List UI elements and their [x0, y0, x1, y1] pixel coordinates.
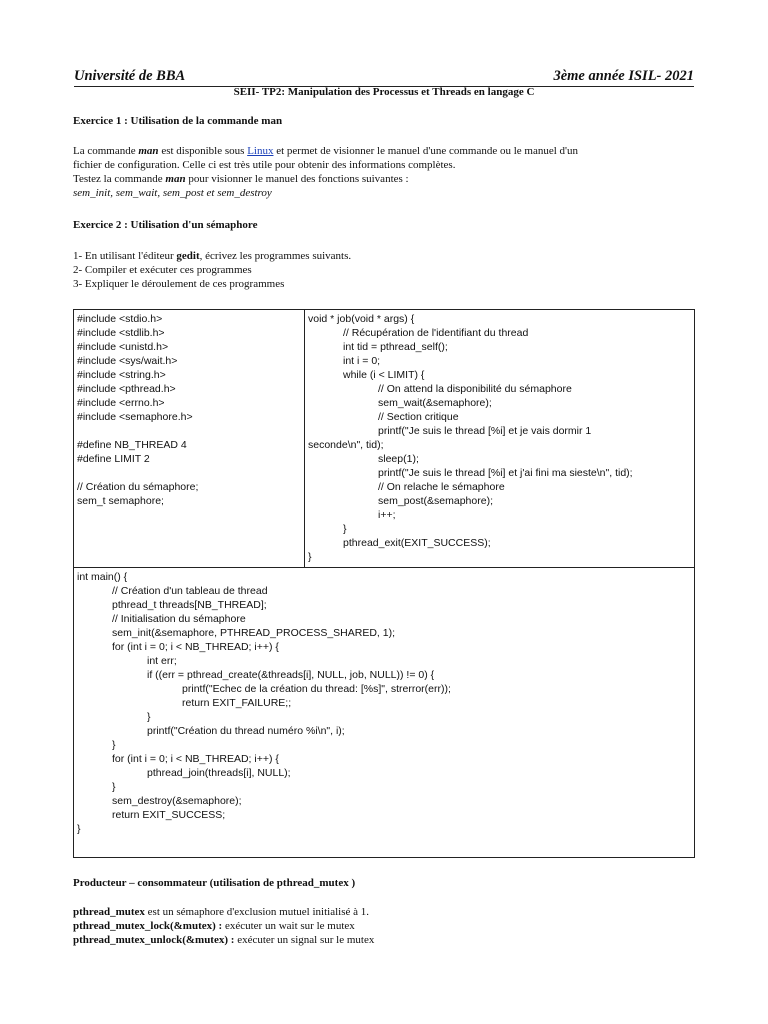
exercise2-step3: 3- Expliquer le déroulement de ces programmes: [73, 278, 285, 290]
code-line: }: [308, 523, 347, 535]
code-line: for (int i = 0; i < NB_THREAD; i++) {: [77, 641, 279, 653]
code-line: }: [308, 551, 312, 563]
step1-text-b: , écrivez les programmes suivants.: [199, 250, 352, 262]
exercise2-step2: 2- Compiler et exécuter ces programmes: [73, 264, 252, 276]
code-line: #include <stdlib.h>: [77, 327, 165, 339]
exercise1-line2: fichier de configuration. Celle ci est très utile pour obtenir des informations complètes.: [73, 159, 456, 171]
mutex-term: pthread_mutex: [73, 906, 145, 918]
page-header: [74, 68, 694, 87]
mutex-description: [73, 905, 369, 919]
code-cell-main-function: [77, 570, 451, 836]
code-line: // Création d'un tableau de thread: [77, 585, 268, 597]
code-line: [77, 466, 198, 480]
table-divider-vertical: [304, 310, 305, 567]
code-line: sem_t semaphore;: [77, 495, 164, 507]
code-line: if ((err = pthread_create(&threads[i], NULL, job, NULL)) != 0) {: [77, 669, 435, 681]
code-line: sleep(1);: [308, 453, 419, 465]
mutex-lock-text: exécuter un wait sur le mutex: [222, 920, 355, 932]
step1-text-a: 1- En utilisant l'éditeur: [73, 250, 177, 262]
ex1-text-b: est disponible sous: [158, 145, 248, 157]
code-line: pthread_t threads[NB_THREAD];: [77, 599, 267, 611]
code-cell-includes: [77, 312, 198, 508]
mutex-unlock-description: [73, 933, 374, 947]
code-line: }: [77, 823, 81, 835]
code-line: // Récupération de l'identifiant du thread: [308, 327, 529, 339]
man-command: man: [138, 145, 159, 157]
man-command-2: man: [165, 173, 186, 185]
code-line: seconde\n", tid);: [308, 439, 384, 451]
exercise1-functions: sem_init, sem_wait, sem_post et sem_destroy: [73, 187, 272, 199]
code-line: #include <string.h>: [77, 369, 166, 381]
exercise1-title: Exercice 1 : Utilisation de la commande man: [73, 115, 283, 127]
code-line: printf("Création du thread numéro %i\n", i);: [77, 725, 345, 737]
code-line: // Initialisation du sémaphore: [77, 613, 246, 625]
code-line: sem_init(&semaphore, PTHREAD_PROCESS_SHARED, 1);: [77, 627, 396, 639]
exercise2-title: Exercice 2 : Utilisation d'un sémaphore: [73, 219, 258, 231]
code-line: #include <semaphore.h>: [77, 411, 193, 423]
mutex-lock-description: [73, 919, 355, 933]
gedit-label: gedit: [176, 250, 200, 262]
code-cell-job-function: [308, 312, 633, 564]
code-line: int err;: [77, 655, 177, 667]
code-line: }: [77, 739, 116, 751]
code-line: // Section critique: [308, 411, 459, 423]
ex1-text-a: La commande: [73, 145, 139, 157]
code-line: [77, 424, 198, 438]
code-line: // On relache le sémaphore: [308, 481, 505, 493]
linux-link[interactable]: Linux: [247, 145, 274, 157]
code-line: printf("Je suis le thread [%i] et je vais dormir 1: [308, 425, 592, 437]
code-line: #include <stdio.h>: [77, 313, 163, 325]
table-divider-horizontal: [74, 567, 694, 568]
mutex-unlock-text: exécuter un signal sur le mutex: [234, 934, 375, 946]
mutex-lock-term: pthread_mutex_lock(&mutex) :: [73, 920, 223, 932]
code-line: for (int i = 0; i < NB_THREAD; i++) {: [77, 753, 279, 765]
code-line: return EXIT_FAILURE;;: [77, 697, 292, 709]
code-line: #include <pthread.h>: [77, 383, 176, 395]
ex1-l3-text-a: Testez la commande: [73, 173, 166, 185]
code-line: int i = 0;: [308, 355, 381, 367]
ex1-l3-text-b: pour visionner le manuel des fonctions suivantes :: [185, 173, 409, 185]
document-subtitle: SEII- TP2: Manipulation des Processus et Threads en langage C: [233, 86, 535, 98]
producer-consumer-title: Producteur – consommateur (utilisation de pthread_mutex ): [73, 877, 356, 889]
code-line: int tid = pthread_self();: [308, 341, 448, 353]
code-table: [73, 309, 695, 858]
academic-year: 3ème année ISIL- 2021: [553, 68, 694, 84]
ex1-text-c: et permet de visionner le manuel d'une commande ou le manuel d'un: [273, 145, 579, 157]
code-line: // On attend la disponibilité du sémaphore: [308, 383, 572, 395]
code-line: // Création du sémaphore;: [77, 481, 199, 493]
code-line: i++;: [308, 509, 396, 521]
code-line: pthread_join(threads[i], NULL);: [77, 767, 291, 779]
code-line: }: [77, 781, 116, 793]
exercise1-line1: [73, 144, 578, 158]
code-line: void * job(void * args) {: [308, 313, 415, 325]
code-line: #include <unistd.h>: [77, 341, 169, 353]
exercise1-line3: [73, 172, 409, 186]
code-line: while (i < LIMIT) {: [308, 369, 425, 381]
code-line: sem_post(&semaphore);: [308, 495, 493, 507]
code-line: #define NB_THREAD 4: [77, 439, 187, 451]
code-line: #include <errno.h>: [77, 397, 165, 409]
exercise2-step1: [73, 249, 351, 263]
code-line: printf("Echec de la création du thread: [%s]", strerror(err));: [77, 683, 451, 695]
code-line: int main() {: [77, 571, 128, 583]
code-line: sem_destroy(&semaphore);: [77, 795, 242, 807]
university-name: Université de BBA: [74, 68, 186, 84]
code-line: #include <sys/wait.h>: [77, 355, 178, 367]
code-line: }: [77, 711, 151, 723]
code-line: sem_wait(&semaphore);: [308, 397, 492, 409]
mutex-unlock-term: pthread_mutex_unlock(&mutex) :: [73, 934, 235, 946]
code-line: printf("Je suis le thread [%i] et j'ai fini ma sieste\n", tid);: [308, 467, 633, 479]
code-line: pthread_exit(EXIT_SUCCESS);: [308, 537, 491, 549]
mutex-text: est un sémaphore d'exclusion mutuel initialisé à 1.: [144, 906, 369, 918]
code-line: #define LIMIT 2: [77, 453, 150, 465]
code-line: return EXIT_SUCCESS;: [77, 809, 226, 821]
